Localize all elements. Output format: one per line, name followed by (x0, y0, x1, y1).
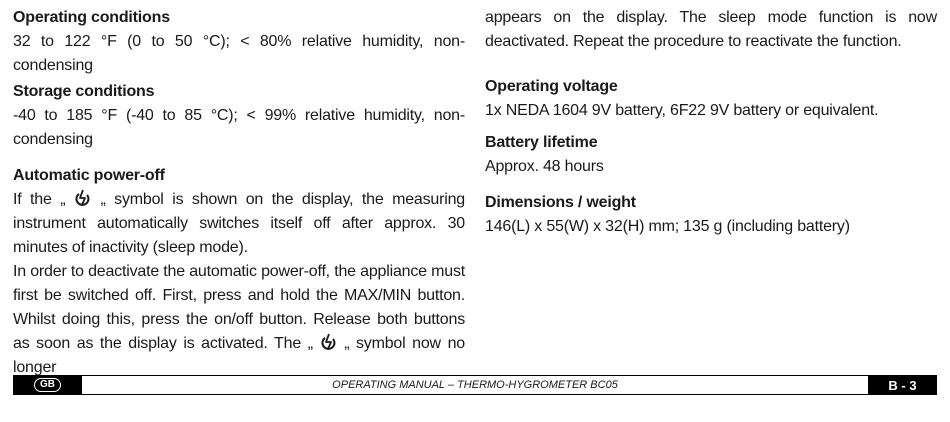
dimensions-text: 146(L) x 55(W) x 32(H) mm; 135 g (including battery) (485, 218, 850, 235)
operating-voltage-text: 1x NEDA 1604 9V battery, 6F22 9V battery or equivalent. (485, 102, 879, 119)
storage-conditions-text: -40 to 185 °F (-40 to 85 °C); < 99% relative humidity, non-condensing (13, 107, 465, 148)
right-column (485, 6, 937, 239)
operating-voltage-heading: Operating voltage (485, 78, 618, 95)
auto-power-off-p2-end: „ symbol now no longer (13, 335, 465, 376)
language-badge (13, 376, 82, 394)
page-number: B - 3 (868, 376, 937, 394)
language-code: GB (34, 378, 61, 392)
auto-power-off-heading: Automatic power-off (13, 167, 165, 184)
continuation-text: appears on the display. The sleep mode function is now deactivated. Repeat the procedure to reactivate the function. (485, 9, 937, 50)
auto-power-off-icon (74, 189, 92, 207)
battery-lifetime-heading: Battery lifetime (485, 134, 598, 151)
auto-power-off-icon (320, 333, 338, 351)
operating-conditions-heading: Operating conditions (13, 9, 170, 26)
storage-conditions-heading: Storage conditions (13, 83, 155, 100)
auto-power-off-p1-end: „ symbol is shown on the display, the measuring instrument automatically switches itself off after approx. 30 minutes of inactivity (sleep mode). (13, 191, 465, 256)
operating-conditions-text: 32 to 122 °F (0 to 50 °C); < 80% relative humidity, non-condensing (13, 33, 465, 74)
auto-power-off-paragraph-2 (13, 260, 465, 380)
auto-power-off-paragraph-1 (13, 188, 465, 260)
page-footer (13, 375, 937, 395)
dimensions-heading: Dimensions / weight (485, 194, 636, 211)
auto-power-off-p1-start: If the „ (13, 191, 74, 208)
manual-title: OPERATING MANUAL – THERMO-HYGROMETER BC05 (332, 379, 618, 391)
left-column (13, 6, 465, 380)
battery-lifetime-text: Approx. 48 hours (485, 158, 604, 175)
auto-power-off-p2-start: In order to deactivate the automatic power-off, the appliance must first be switched off. First, press and hold the MAX/MIN button. Whilst doing this, press the on/off button. Release both buttons as soon as the display is activated. The „ (13, 263, 465, 352)
